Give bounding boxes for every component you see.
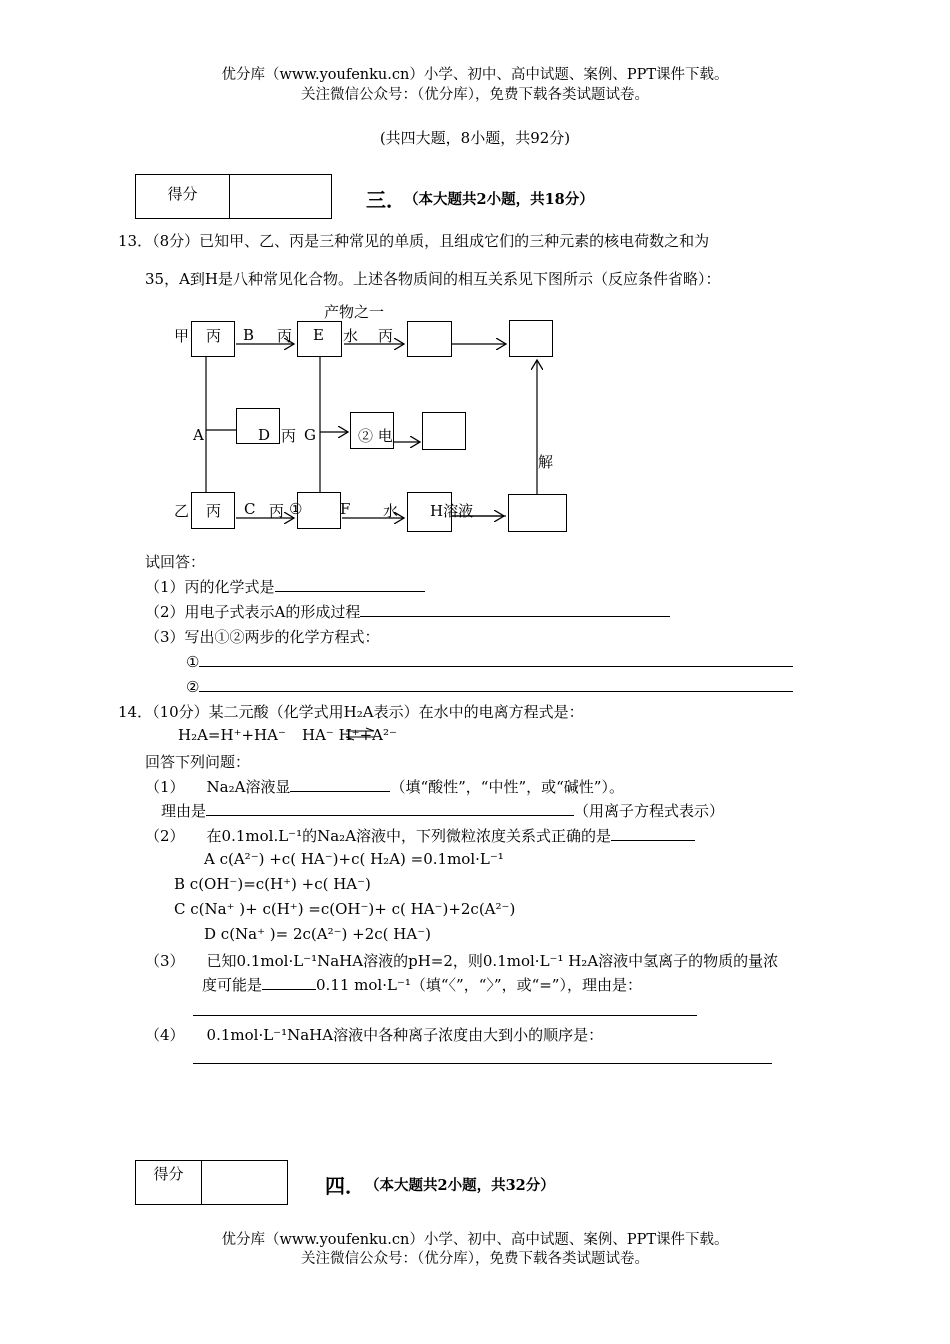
footer-line-1: 优分库（www.youfenku.cn）小学、初中、高中试题、案例、PPT课件下载。 [221,1232,729,1248]
q14-part-1-text: Na₂A溶液显 [206,778,291,796]
box-top-right [509,320,553,357]
q13-stem-1: 13．（8分）已知甲、乙、丙是三种常见的单质，且组成它们的三种元素的核电荷数之和为 [118,232,710,250]
header-line-2: 关注微信公众号：（优分库），免费下载各类试题试卷。 [301,87,649,103]
q13-eq-2-blank[interactable] [199,676,793,692]
label-bing-5: 丙 [206,502,222,520]
q14-part-1-reason-tail: （用离子方程式表示） [574,802,725,820]
q14-intro: 回答下列问题： [145,753,251,771]
q14-part-3 [145,950,778,971]
q14-part-1-blank[interactable] [290,776,390,792]
diagram-lines [0,0,950,560]
q14-eq-right: HA⁻ H⁺+A²⁻ [302,726,397,744]
equilibrium-arrow-icon [340,727,380,741]
q13-sub-3: （3）写出①②两步的化学方程式： [145,628,380,646]
q14-part-1-reason-blank[interactable] [206,800,574,816]
box-electrolysis [422,412,466,450]
q14-part-2-text: 在0.1mol.L⁻¹的Na₂A溶液中，下列微粒浓度关系式正确的是 [206,827,612,845]
label-G: G [304,426,316,444]
q14-part-4 [145,1024,603,1045]
score-label: 得分 [136,175,230,218]
q14-stem: 14．（10分）某二元酸（化学式用H₂A表示）在水中的电离方程式是： [118,703,584,721]
q14-part-4-blank[interactable] [193,1063,772,1064]
label-H: H溶液 [430,502,474,520]
q14-part-1 [145,776,624,797]
label-B: B [243,326,255,344]
label-water: 水 [343,327,359,345]
q13-eq-2 [186,676,793,696]
q14-eq-left: H₂A=H⁺+HA⁻ [178,726,286,744]
q14-part-1-reason [161,800,724,821]
q13-sub-1-blank[interactable] [275,576,425,592]
q14-option-A: A c(A²⁻) +c( HA⁻)+c( H₂A) =0.1mol·L⁻¹ [204,850,504,868]
label-yi: 乙 [174,502,190,520]
q14-part-2-blank[interactable] [611,825,695,841]
label-C: C [244,500,256,518]
exam-summary: (共四大题，8小题，共92分) [379,129,571,147]
label-jie: 解 [538,453,554,471]
q14-part-3-text-2a: 度可能是 [202,976,263,994]
q13-eq-1-marker: ① [186,653,200,671]
q13-sub-2-text: （2）用电子式表示A的形成过程 [145,603,361,621]
label-F: F [340,500,351,518]
label-bing-1: 丙 [206,327,222,345]
box-product [407,321,452,357]
q14-option-C: C c(Na⁺ )+ c(H⁺) =c(OH⁻)+ c( HA⁻)+2c(A²⁻) [174,900,516,918]
q14-part-3-text-1: 已知0.1mol·L⁻¹NaHA溶液的pH=2，则0.1mol·L⁻¹ H₂A溶液中氢离子的物质的量浓 [206,952,779,970]
q14-part-1-reason-label: 理由是 [161,802,207,820]
q14-option-D: D c(Na⁺ )= 2c(A²⁻) +2c( HA⁻) [204,925,431,943]
q14-option-B: B c(OH⁻)=c(H⁺) +c( HA⁻) [174,875,371,893]
box-F [297,492,341,529]
section-3-desc: （本大题共2小题，共18分） [404,191,594,208]
section-4-desc: （本大题共2小题，共32分） [365,1177,555,1194]
label-step-2: ② 电 [358,427,393,445]
label-step-1: ① [289,500,303,518]
footer-line-2: 关注微信公众号：（优分库），免费下载各类试题试卷。 [301,1251,649,1267]
q13-sub-2 [145,601,670,622]
q13-eq-1 [186,651,793,671]
q13-sub-1 [145,576,425,597]
label-bing-2: 丙 [277,327,293,345]
q14-part-2 [145,825,695,846]
q14-part-3-line-2 [202,974,642,995]
q14-part-1-num: （1） [145,778,185,796]
q14-part-4-text: 0.1mol·L⁻¹NaHA溶液中各种离子浓度由大到小的顺序是： [206,1026,604,1044]
label-water-2: 水 [383,502,399,520]
label-bing-6: 丙 [269,502,285,520]
q13-sub-1-text: （1）丙的化学式是 [145,578,275,596]
label-bing-4: 丙 [281,427,297,445]
q14-part-2-num: （2） [145,827,185,845]
score-box-section-4 [135,1160,288,1205]
score-input-4[interactable] [202,1161,287,1204]
section-3-numeral: 三． [366,188,406,212]
q14-part-1-fill-hint: （填“酸性”，“中性”，或“碱性”）。 [390,778,624,796]
q14-part-3-text-2b: 0.11 mol·L⁻¹（填“〈”，“〉”，或“=”），理由是： [316,976,642,994]
label-jia: 甲 [174,327,190,345]
q13-answer-intro: 试回答： [145,553,206,571]
label-A: A [193,426,204,444]
q13-eq-1-blank[interactable] [199,651,793,667]
q13-sub-2-blank[interactable] [360,601,670,617]
section-4-numeral: 四． [325,1174,365,1198]
label-E: E [313,326,324,344]
header-line-1: 优分库（www.youfenku.cn）小学、初中、高中试题、案例、PPT课件下载。 [221,67,729,83]
q14-part-3-num: （3） [145,952,185,970]
label-D: D [258,426,271,444]
score-label-4: 得分 [136,1161,202,1204]
q14-part-3-reason-blank[interactable] [193,1015,697,1016]
q14-part-4-num: （4） [145,1026,185,1044]
q14-part-3-blank[interactable] [262,974,316,990]
label-bing-3: 丙 [378,327,394,345]
label-product: 产物之一 [324,303,385,321]
q13-stem-2: 35，A到H是八种常见化合物。上述各物质间的相互关系见下图所示（反应条件省略）： [145,270,721,288]
q13-eq-2-marker: ② [186,678,200,696]
box-bottom-right [508,494,567,532]
